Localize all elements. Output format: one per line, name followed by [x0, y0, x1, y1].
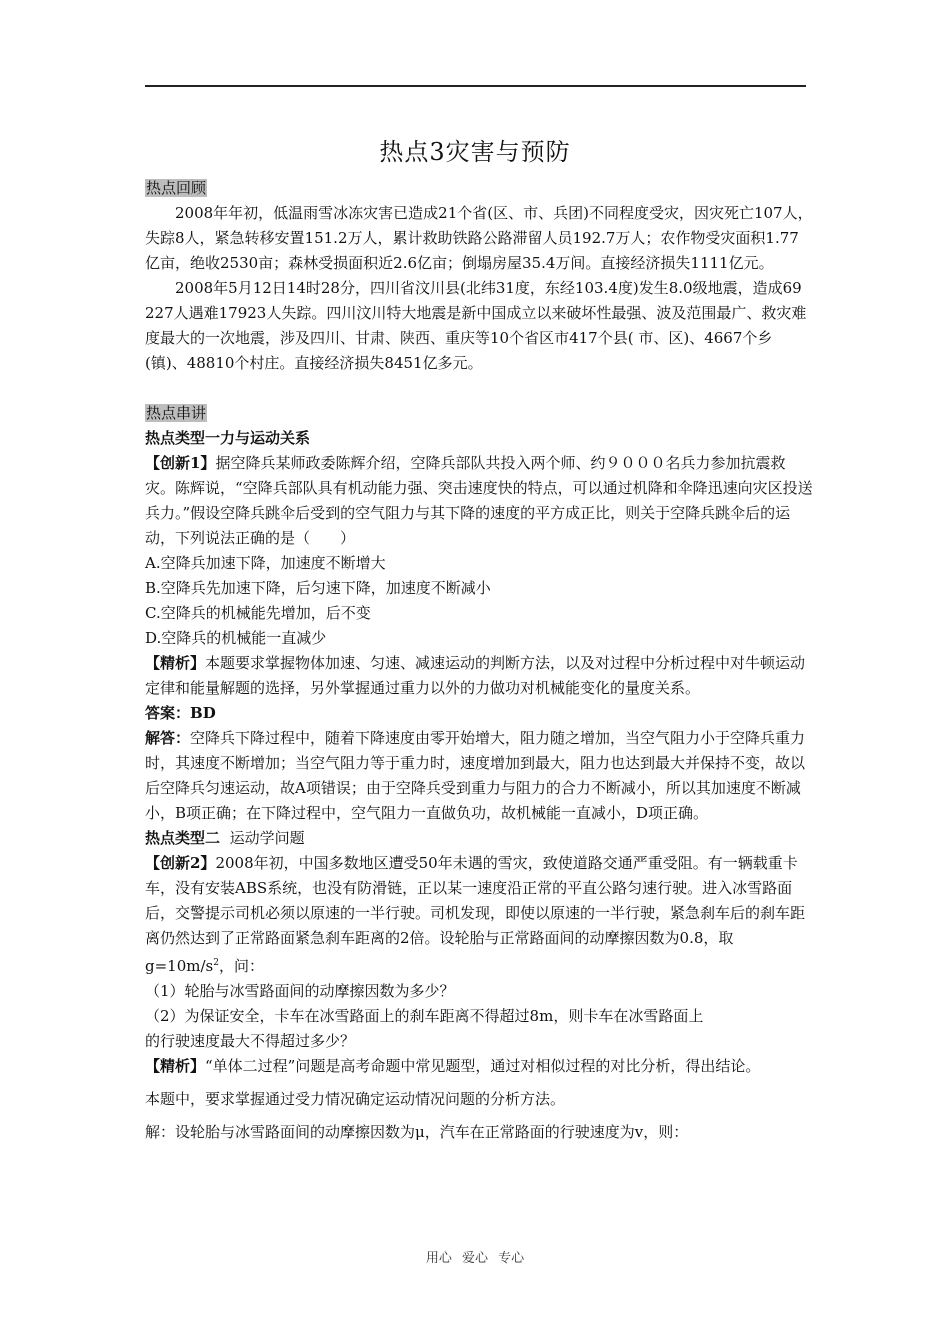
paragraph-earthquake: 2008年5月12日14时28分，四川省汶川县(北纬31度，东经103.4度)发生8.0级地震，造成69 227人遇难17923人失踪。四川汶川特大地震是新中国成立以来破坏性最强、波及范围最广、救灾难度最大的一次地震，涉及四川、甘肃、陕西、重庆等10个省区市417个县( 市、区)、4667个乡(镇)、48810个村庄。直接经济损失8451亿多元。 — [145, 279, 807, 372]
answer-label: 答案： — [145, 704, 191, 722]
page-title: 热点3灾害与预防 — [379, 138, 571, 166]
question2-label: 【创新2】 — [145, 854, 216, 872]
question2 — [145, 851, 813, 979]
analysis-text: 本题要求掌握物体加速、匀速、减速运动的判断方法，以及对过程中分析过程中对牛顿运动定律和能量解题的选择，另外掌握通过重力以外的力做功对机械能变化的量度关系。 — [145, 654, 806, 697]
question2-analysis — [145, 1054, 813, 1079]
option-a: A.空降兵加速下降，加速度不断增大 — [145, 554, 386, 572]
option-b: B.空降兵先加速下降，后匀速下降，加速度不断减小 — [145, 579, 491, 597]
solution-text: 空降兵下降过程中，随着下降速度由零开始增大，阻力随之增加，当空气阻力小于空降兵重力时，其速度不断增加；当空气阻力等于重力时，速度增加到最大，阻力也达到最大并保持不变，故以后空降兵匀速运动，故A项错误；由于空降兵受到重力与阻力的合力不断减小，所以其加速度不断减小，B项正确；在下降过程中，空气阻力一直做负功，故机械能一直减小，D项正确。 — [145, 729, 806, 822]
analysis-text: “单体二过程”问题是高考命题中常见题型，通过对相似过程的对比分析，得出结论。 — [205, 1057, 761, 1075]
section-heading-lecture: 热点串讲 — [146, 404, 207, 422]
answer-value: BD — [190, 704, 216, 722]
type1-title: 热点类型一力与运动关系 — [145, 429, 311, 447]
question1-text: 据空降兵某师政委陈辉介绍，空降兵部队共投入两个师、约９０００名兵力参加抗震救灾。陈辉说，“空降兵部队具有机动能力强、突击速度快的特点，可以通过机降和伞降迅速向灾区投送兵力。”假设空降兵跳伞后受到的空气阻力与其下降的速度的平方成正比，则关于空降兵跳伞后的运动，下列说法正确的是（ ） — [145, 454, 813, 547]
spacer — [145, 376, 813, 401]
header-rule — [145, 85, 806, 87]
paragraph-snow-disaster: 2008年年初，低温雨雪冰冻灾害已造成21个省(区、市、兵团)不同程度受灾，因灾死亡107人，失踪8人，紧急转移安置151.2万人，累计救助铁路公路滞留人员192.7万人；农作物受灾面积1.77亿亩，绝收2530亩；森林受损面积近2.6亿亩；倒塌房屋35.4万间。直接经济损失1111亿元。 — [145, 204, 813, 272]
analysis-label: 【精析】 — [145, 1057, 206, 1075]
option-c: C.空降兵的机械能先增加，后不变 — [145, 604, 371, 622]
question2-sub2a: （2）为保证安全，卡车在冰雪路面上的刹车距离不得超过8m，则卡车在冰雪路面上 — [145, 1007, 704, 1025]
question1-answer — [145, 701, 813, 726]
question2-sub2b: 的行驶速度最大不得超过多少？ — [145, 1032, 356, 1050]
type2-subtitle: 运动学问题 — [229, 829, 305, 847]
page-footer: 用心 爱心 专心 — [425, 1251, 525, 1266]
analysis-label: 【精析】 — [145, 654, 206, 672]
question2-solution: 解：设轮胎与冰雪路面间的动摩擦因数为μ，汽车在正常路面的行驶速度为v，则： — [145, 1123, 689, 1141]
type2-title: 热点类型二 — [145, 829, 221, 847]
question2-text: 2008年初，中国多数地区遭受50年未遇的雪灾，致使道路交通严重受阻。有一辆载重卡车，没有安装ABS系统，也没有防滑链，正以某一速度沿正常的平直公路匀速行驶。进入冰雪路面后，交警提示司机必须以原速的一半行驶。司机发现，即使以原速的一半行驶，紧急刹车后的刹车距离仍然达到了正常路面紧急刹车距离的2倍。设轮胎与正常路面间的动摩擦因数为0.8，取g=10m/s — [145, 854, 806, 975]
superscript: 2 — [213, 958, 219, 968]
type2-heading — [145, 826, 813, 851]
question1 — [145, 451, 813, 551]
question1-analysis — [145, 651, 813, 701]
question2-sub1: （1）轮胎与冰雪路面间的动摩擦因数为多少？ — [145, 982, 455, 1000]
section-heading-review: 热点回顾 — [146, 179, 207, 197]
document-body — [145, 176, 813, 1145]
question2-method: 本题中，要求掌握通过受力情况确定运动情况问题的分析方法。 — [145, 1090, 566, 1108]
question1-solution — [145, 726, 813, 826]
question1-label: 【创新1】 — [145, 454, 216, 472]
solution-label: 解答： — [145, 729, 191, 747]
question2-text-end: ，问： — [218, 957, 264, 975]
option-d: D.空降兵的机械能一直减少 — [145, 629, 327, 647]
